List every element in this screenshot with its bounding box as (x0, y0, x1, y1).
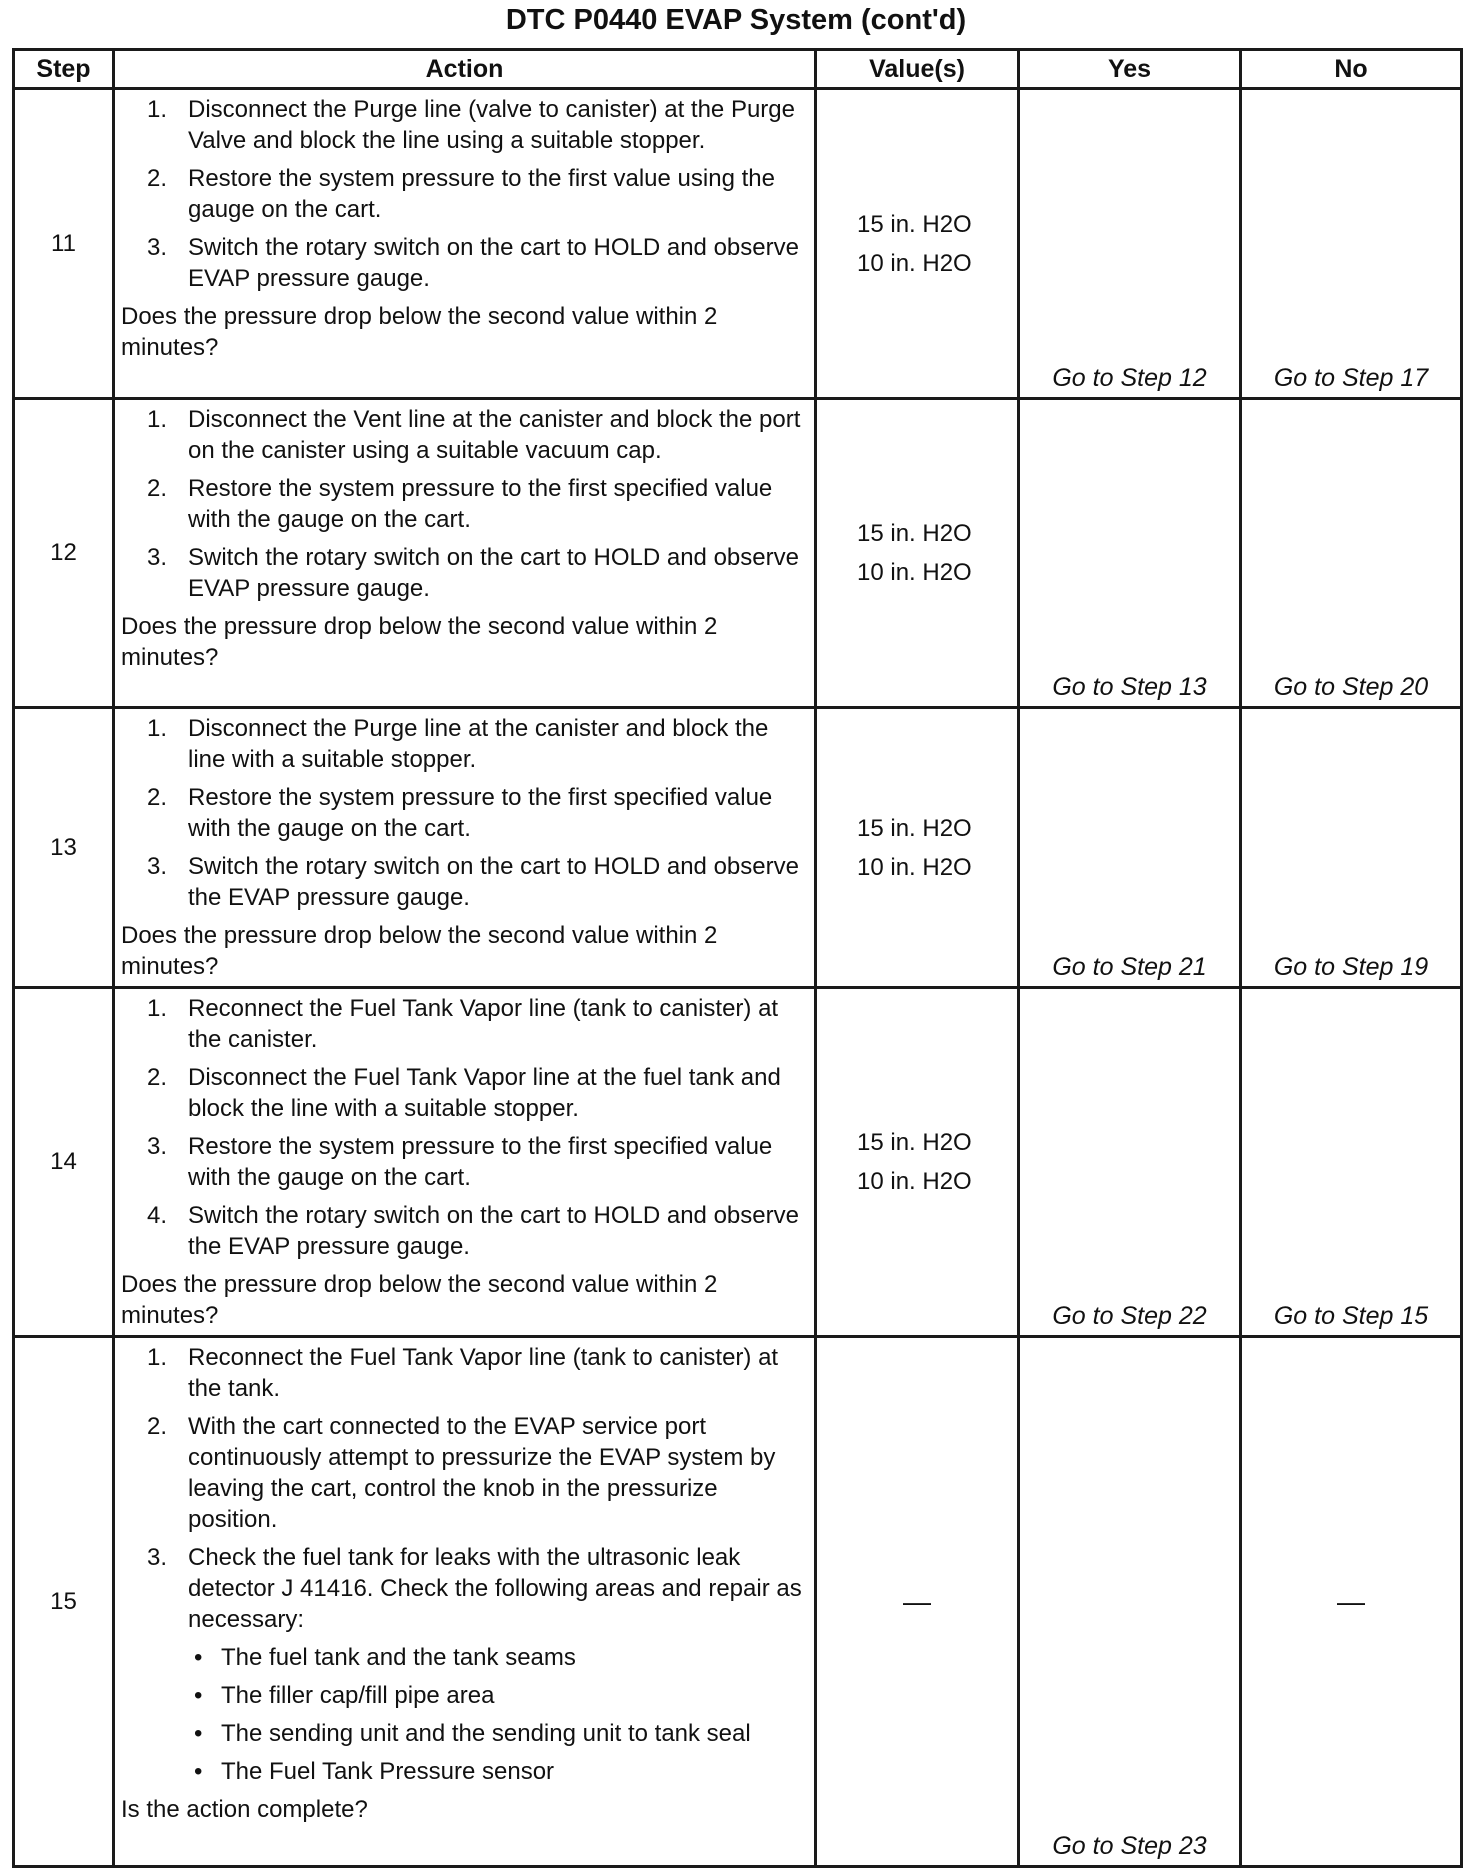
action-question: Does the pressure drop below the second value within 2 minutes? (121, 922, 718, 980)
action-cell (114, 1337, 816, 1867)
no-dash: — (1241, 1337, 1462, 1867)
value-second: 10 in. H2O (857, 249, 972, 277)
bullet-item: • The fuel tank and the tank seams (194, 1644, 576, 1671)
step-number: 12 (14, 399, 114, 708)
table-row (14, 708, 1462, 988)
action-item: 2. Restore the system pressure to the first value using the gauge on the cart. (147, 165, 775, 223)
header-step: Step (14, 50, 114, 89)
value-first: 15 in. H2O (857, 1129, 972, 1156)
value-second: 10 in. H2O (857, 853, 972, 881)
action-item: 4. Switch the rotary switch on the cart to HOLD and observe the EVAP pressure gauge. (147, 1202, 799, 1260)
yes-result: Go to Step 13 (1019, 399, 1241, 708)
action-item: 2. Restore the system pressure to the first specified value with the gauge on the cart. (147, 475, 773, 533)
action-item: 1. Disconnect the Vent line at the canister and block the port on the canister using a suitable vacuum cap. (147, 406, 801, 464)
value-first: 15 in. H2O (857, 814, 972, 842)
action-item: 3. Switch the rotary switch on the cart to HOLD and observe the EVAP pressure gauge. (147, 853, 799, 911)
values-cell (816, 988, 1019, 1337)
values-cell (816, 89, 1019, 399)
yes-result: Go to Step 23 (1019, 1337, 1241, 1867)
values-cell (816, 399, 1019, 708)
header-row (14, 50, 1462, 89)
header-action: Action (114, 50, 816, 89)
bullet-item: • The sending unit and the sending unit to tank seal (194, 1720, 751, 1747)
no-result: Go to Step 17 (1241, 89, 1462, 399)
value-second: 10 in. H2O (857, 1168, 972, 1195)
action-item: 1. Reconnect the Fuel Tank Vapor line (tank to canister) at the canister. (147, 995, 779, 1053)
step-number: 14 (14, 988, 114, 1337)
action-question: Does the pressure drop below the second value within 2 minutes? (121, 1271, 718, 1329)
value-second: 10 in. H2O (857, 559, 972, 586)
yes-result: Go to Step 21 (1019, 708, 1241, 988)
value-first: 15 in. H2O (857, 520, 972, 547)
page-title: DTC P0440 EVAP System (cont'd) (505, 4, 967, 36)
action-cell (114, 89, 816, 399)
action-item: 1. Reconnect the Fuel Tank Vapor line (tank to canister) at the tank. (147, 1344, 779, 1402)
value-first: 15 in. H2O (857, 210, 972, 238)
action-item: 2. Disconnect the Fuel Tank Vapor line at the fuel tank and block the line with a suitable stopper. (147, 1064, 781, 1122)
action-cell (114, 988, 816, 1337)
action-item: 3. Switch the rotary switch on the cart to HOLD and observe EVAP pressure gauge. (147, 544, 799, 602)
step-number: 13 (14, 708, 114, 988)
no-result: Go to Step 15 (1241, 988, 1462, 1337)
action-cell (114, 708, 816, 988)
action-item: 3. Check the fuel tank for leaks with the ultrasonic leak detector J 41416. Check the following areas and repair as necessary: (147, 1544, 802, 1633)
no-result: Go to Step 19 (1241, 708, 1462, 988)
action-item: 1. Disconnect the Purge line at the canister and block the line with a suitable stopper. (147, 715, 769, 773)
action-item: 2. With the cart connected to the EVAP service port continuously attempt to pressurize the EVAP system by leaving the cart, control the knob in the pressurize position. (147, 1413, 776, 1533)
action-item: 3. Restore the system pressure to the first specified value with the gauge on the cart. (147, 1133, 773, 1191)
table-row (14, 89, 1462, 399)
action-question: Does the pressure drop below the second value within 2 minutes? (121, 303, 718, 361)
action-item: 3. Switch the rotary switch on the cart to HOLD and observe EVAP pressure gauge. (147, 234, 799, 292)
yes-result: Go to Step 22 (1019, 988, 1241, 1337)
bullet-item: • The filler cap/fill pipe area (194, 1682, 495, 1709)
bullet-item: • The Fuel Tank Pressure sensor (194, 1758, 555, 1785)
no-result: Go to Step 20 (1241, 399, 1462, 708)
values-cell (816, 708, 1019, 988)
action-item: 2. Restore the system pressure to the first specified value with the gauge on the cart. (147, 784, 773, 842)
action-question: Is the action complete? (121, 1796, 368, 1823)
header-no: No (1241, 50, 1462, 89)
table-row (14, 399, 1462, 708)
table-row (14, 988, 1462, 1337)
values-dash: — (816, 1337, 1019, 1867)
header-yes: Yes (1019, 50, 1241, 89)
table-row (14, 1337, 1462, 1867)
yes-result: Go to Step 12 (1019, 89, 1241, 399)
action-item: 1. Disconnect the Purge line (valve to canister) at the Purge Valve and block the line using a suitable stopper. (147, 96, 795, 154)
step-number: 11 (14, 89, 114, 399)
action-cell (114, 399, 816, 708)
step-number: 15 (14, 1337, 114, 1867)
action-question: Does the pressure drop below the second value within 2 minutes? (121, 613, 718, 671)
procedure-table (12, 48, 1463, 1868)
header-values: Value(s) (816, 50, 1019, 89)
